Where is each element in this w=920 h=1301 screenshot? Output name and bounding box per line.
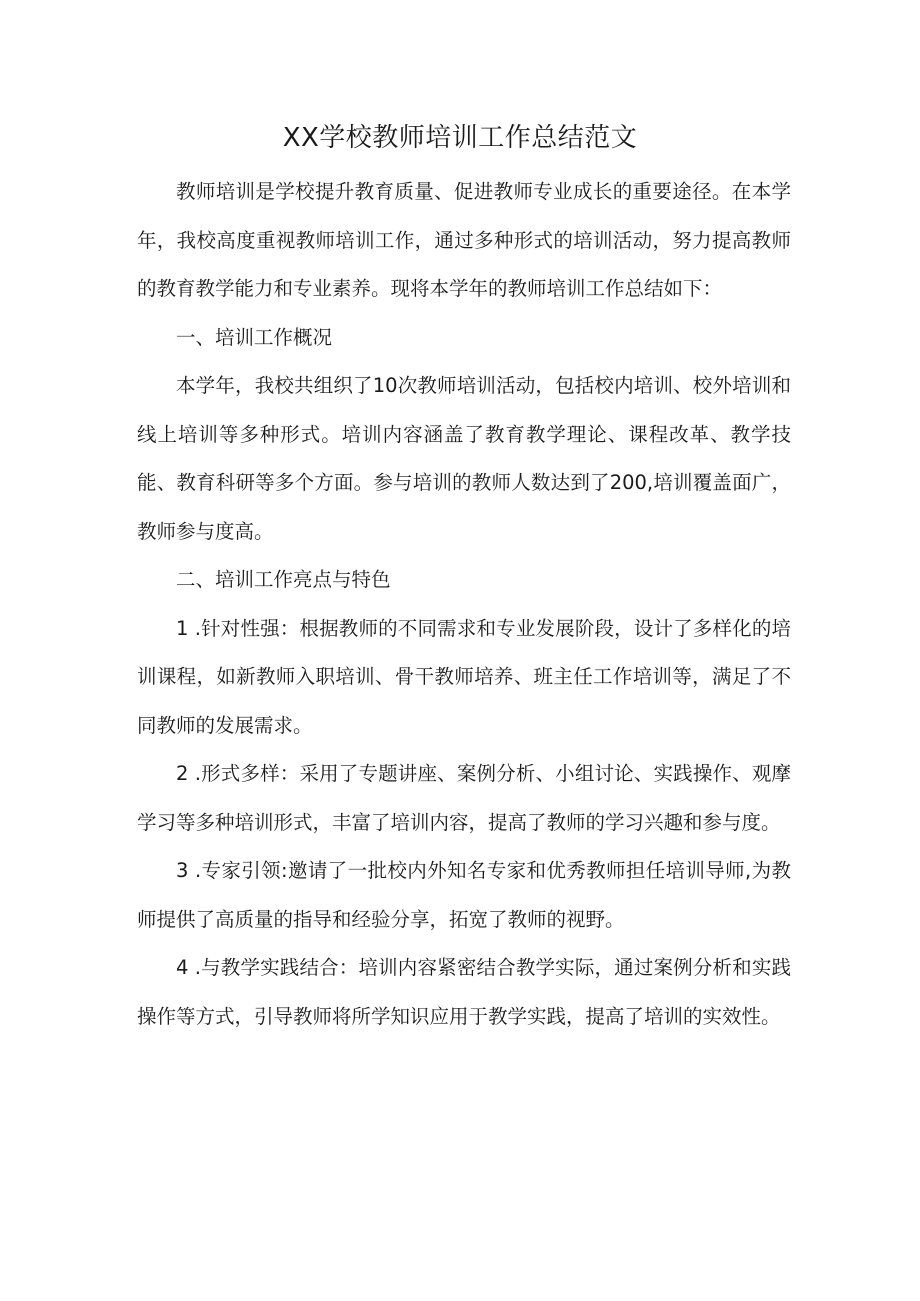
document-body [137,168,791,1041]
highlight-item-4: 4 .与教学实践结合：培训内容紧密结合教学实际，通过案例分析和实践操作等方式，引导教师将所学知识应用于教学实践，提高了培训的实效性。 [137,956,791,1028]
highlight-item-2: 2 .形式多样：采用了专题讲座、案例分析、小组讨论、实践操作、观摩学习等多种培训形式，丰富了培训内容，提高了教师的学习兴趣和参与度。 [137,762,791,834]
section-heading-overview: 一、培训工作概况 [176,325,333,349]
highlight-item-3: 3 .专家引领:邀请了一批校内外知名专家和优秀教师担任培训导师,为教师提供了高质量的指导和经验分享，拓宽了教师的视野。 [137,859,791,931]
document-title: XX学校教师培训工作总结范文 [282,123,638,153]
highlight-item-1: 1 .针对性强：根据教师的不同需求和专业发展阶段，设计了多样化的培训课程，如新教师入职培训、骨干教师培养、班主任工作培训等，满足了不同教师的发展需求。 [137,616,791,737]
overview-paragraph: 本学年，我校共组织了10次教师培训活动，包括校内培训、校外培训和线上培训等多种形式。培训内容涵盖了教育教学理论、课程改革、教学技能、教育科研等多个方面。参与培训的教师人数达到了200,培训覆盖面广，教师参与度高。 [137,374,791,543]
section-heading-highlights: 二、培训工作亮点与特色 [176,568,391,591]
intro-paragraph: 教师培训是学校提升教育质量、促进教师专业成长的重要途径。在本学年，我校高度重视教师培训工作，通过多种形式的培训活动，努力提高教师的教育教学能力和专业素养。现将本学年的教师培训工作总结如下： [137,180,791,300]
